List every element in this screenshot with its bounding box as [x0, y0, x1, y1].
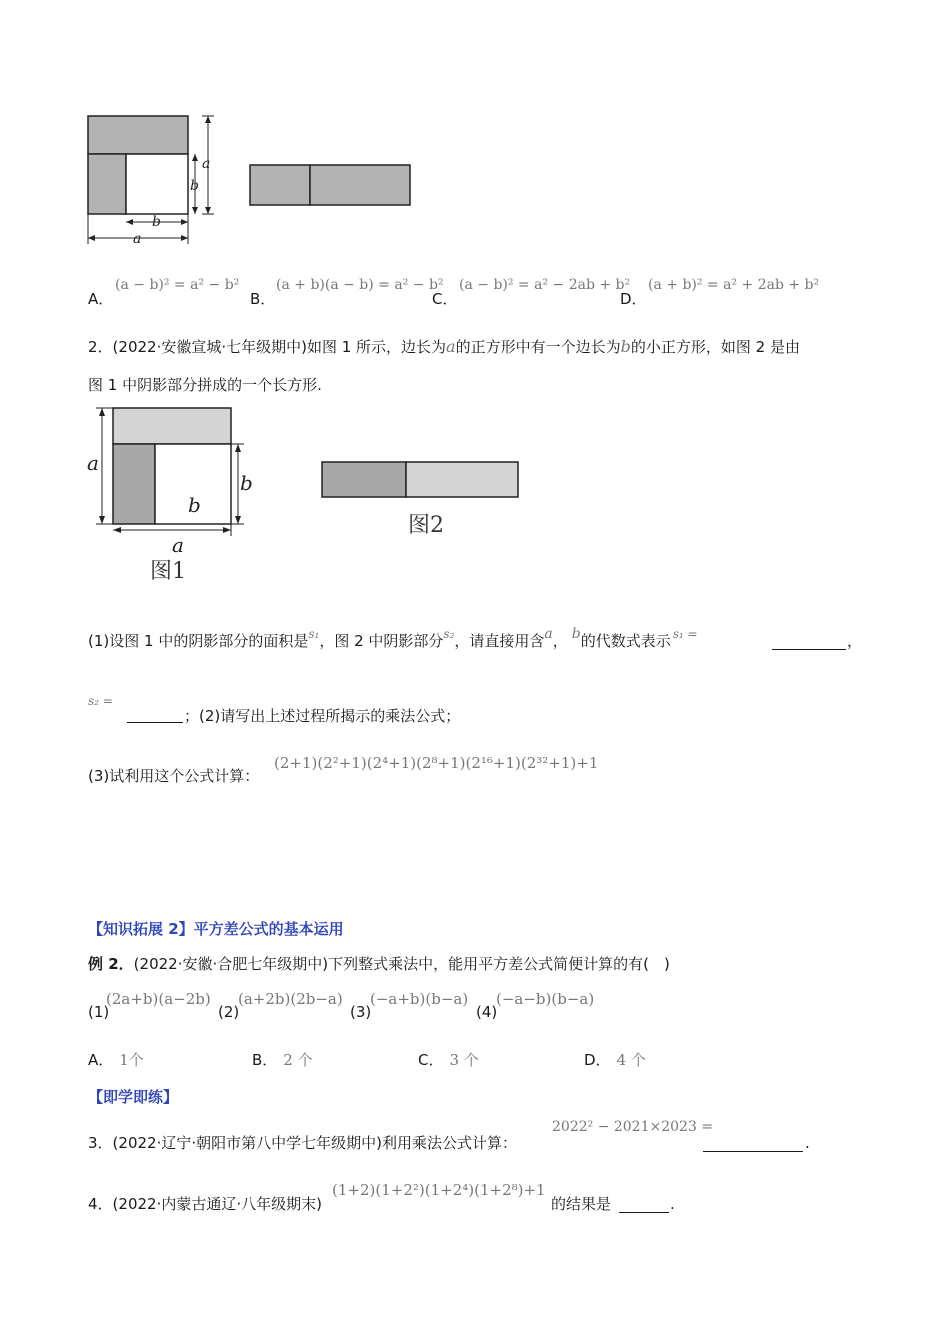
- ex2-item-2: (2): [218, 1003, 240, 1021]
- q1-dim-b-right: b: [190, 178, 199, 194]
- q2-dim-b-inner: b: [188, 493, 201, 517]
- q2-rect-right: [406, 462, 518, 497]
- q1-option-d-formula: (a + b)² = a² + 2ab + b²: [648, 277, 820, 293]
- section-heading: 【知识拓展 2】平方差公式的基本运用: [88, 920, 344, 938]
- ex2-option-c[interactable]: C． 3 个: [418, 1051, 479, 1069]
- q2-left-strip: [113, 444, 155, 524]
- q2-rect-left: [322, 462, 406, 497]
- ex2-item-2-formula: (a+2b)(2b−a): [238, 990, 343, 1008]
- q4-end: .: [670, 1195, 675, 1213]
- q1-option-a[interactable]: A．: [88, 290, 114, 308]
- practice-heading: 【即学即练】: [88, 1088, 179, 1106]
- q2-stem-line1: 2．(2022·安徽宣城·七年级期中)如图 1 所示，边长为a的正方形中有一个边长为b的小正方形，如图 2 是由: [88, 337, 800, 356]
- q4-stem: 4．(2022·内蒙古通辽·八年级期末): [88, 1195, 322, 1213]
- ex2-item-4-formula: (−a−b)(b−a): [496, 990, 595, 1008]
- ex2-item-1: (1): [88, 1003, 110, 1021]
- q1-dim-b-bottom: b: [152, 214, 161, 230]
- ex2-stem: 例 2．(2022·安徽·合肥七年级期中)下列整式乘法中，能用平方差公式简便计算的有( ): [88, 955, 670, 973]
- q1-option-c[interactable]: C．: [432, 290, 458, 308]
- q1-top-strip: [88, 116, 188, 154]
- q1-rect-right: [310, 165, 410, 205]
- q2-s2-answer-blank[interactable]: [127, 706, 183, 723]
- q2-top-strip: [113, 408, 231, 444]
- q4-formula: (1+2)(1+2²)(1+2⁴)(1+2⁸)+1: [332, 1181, 546, 1199]
- ex2-item-1-formula: (2a+b)(a−2b): [106, 990, 211, 1008]
- q2-figure: [80, 400, 540, 590]
- q3-formula: 2022² − 2021×2023 =: [552, 1119, 714, 1135]
- ex2-item-3: (3): [350, 1003, 372, 1021]
- q2-dim-a-bottom: a: [172, 533, 184, 557]
- ex2-option-b[interactable]: B． 2 个: [252, 1051, 313, 1069]
- q2-part2: ；(2)请写出上述过程所揭示的乘法公式；: [184, 707, 461, 725]
- q1-option-c-formula: (a − b)² = a² − 2ab + b²: [459, 277, 631, 293]
- q2-stem-line2: 图 1 中阴影部分拼成的一个长方形.: [88, 376, 322, 394]
- ex2-item-4: (4): [476, 1003, 498, 1021]
- q3-answer-blank[interactable]: [703, 1135, 803, 1152]
- q3-end: .: [805, 1134, 810, 1152]
- q2-part1-line: (1)设图 1 中的阴影部分的面积是$^{s_1}$，图 2 中阴影部分$^{s_2}$，请直接用含a， b的代数式表示 $^{s_1 =}$: [88, 626, 698, 650]
- ex2-option-d[interactable]: D． 4 个: [584, 1051, 646, 1069]
- q4-suffix: 的结果是: [551, 1195, 612, 1213]
- ex2-option-a[interactable]: A． 1个: [88, 1051, 144, 1069]
- q2-comma: ，: [847, 632, 863, 650]
- q2-fig1-label: 图1: [150, 559, 186, 584]
- q1-rect-left: [250, 165, 310, 205]
- q1-white-square: [126, 154, 188, 214]
- q2-dim-a-left: a: [87, 451, 99, 475]
- q2-s1-answer-blank[interactable]: [772, 633, 846, 650]
- q1-left-strip: [88, 154, 126, 214]
- q1-option-a-formula: (a − b)² = a² − b²: [115, 277, 240, 293]
- q1-dim-a-bottom: a: [133, 231, 142, 247]
- ex2-item-3-formula: (−a+b)(b−a): [370, 990, 469, 1008]
- q3-stem: 3．(2022·辽宁·朝阳市第八中学七年级期中)利用乘法公式计算：: [88, 1134, 517, 1152]
- q4-answer-blank[interactable]: [619, 1196, 669, 1213]
- q2-part3-formula: (2+1)(2²+1)(2⁴+1)(2⁸+1)(2¹⁶+1)(2³²+1)+1: [274, 754, 599, 772]
- q2-fig2-label: 图2: [408, 513, 444, 538]
- q2-s2-eq: s₂ =: [88, 694, 113, 708]
- q1-option-b-formula: (a + b)(a − b) = a² − b²: [276, 277, 444, 293]
- q1-option-b[interactable]: B．: [250, 290, 276, 308]
- q2-part3: (3)试利用这个公式计算：: [88, 767, 260, 785]
- q1-figure: [80, 108, 420, 248]
- q1-dim-a-right: a: [202, 156, 211, 172]
- q2-dim-b-right: b: [240, 471, 253, 495]
- q1-option-d[interactable]: D．: [620, 290, 647, 308]
